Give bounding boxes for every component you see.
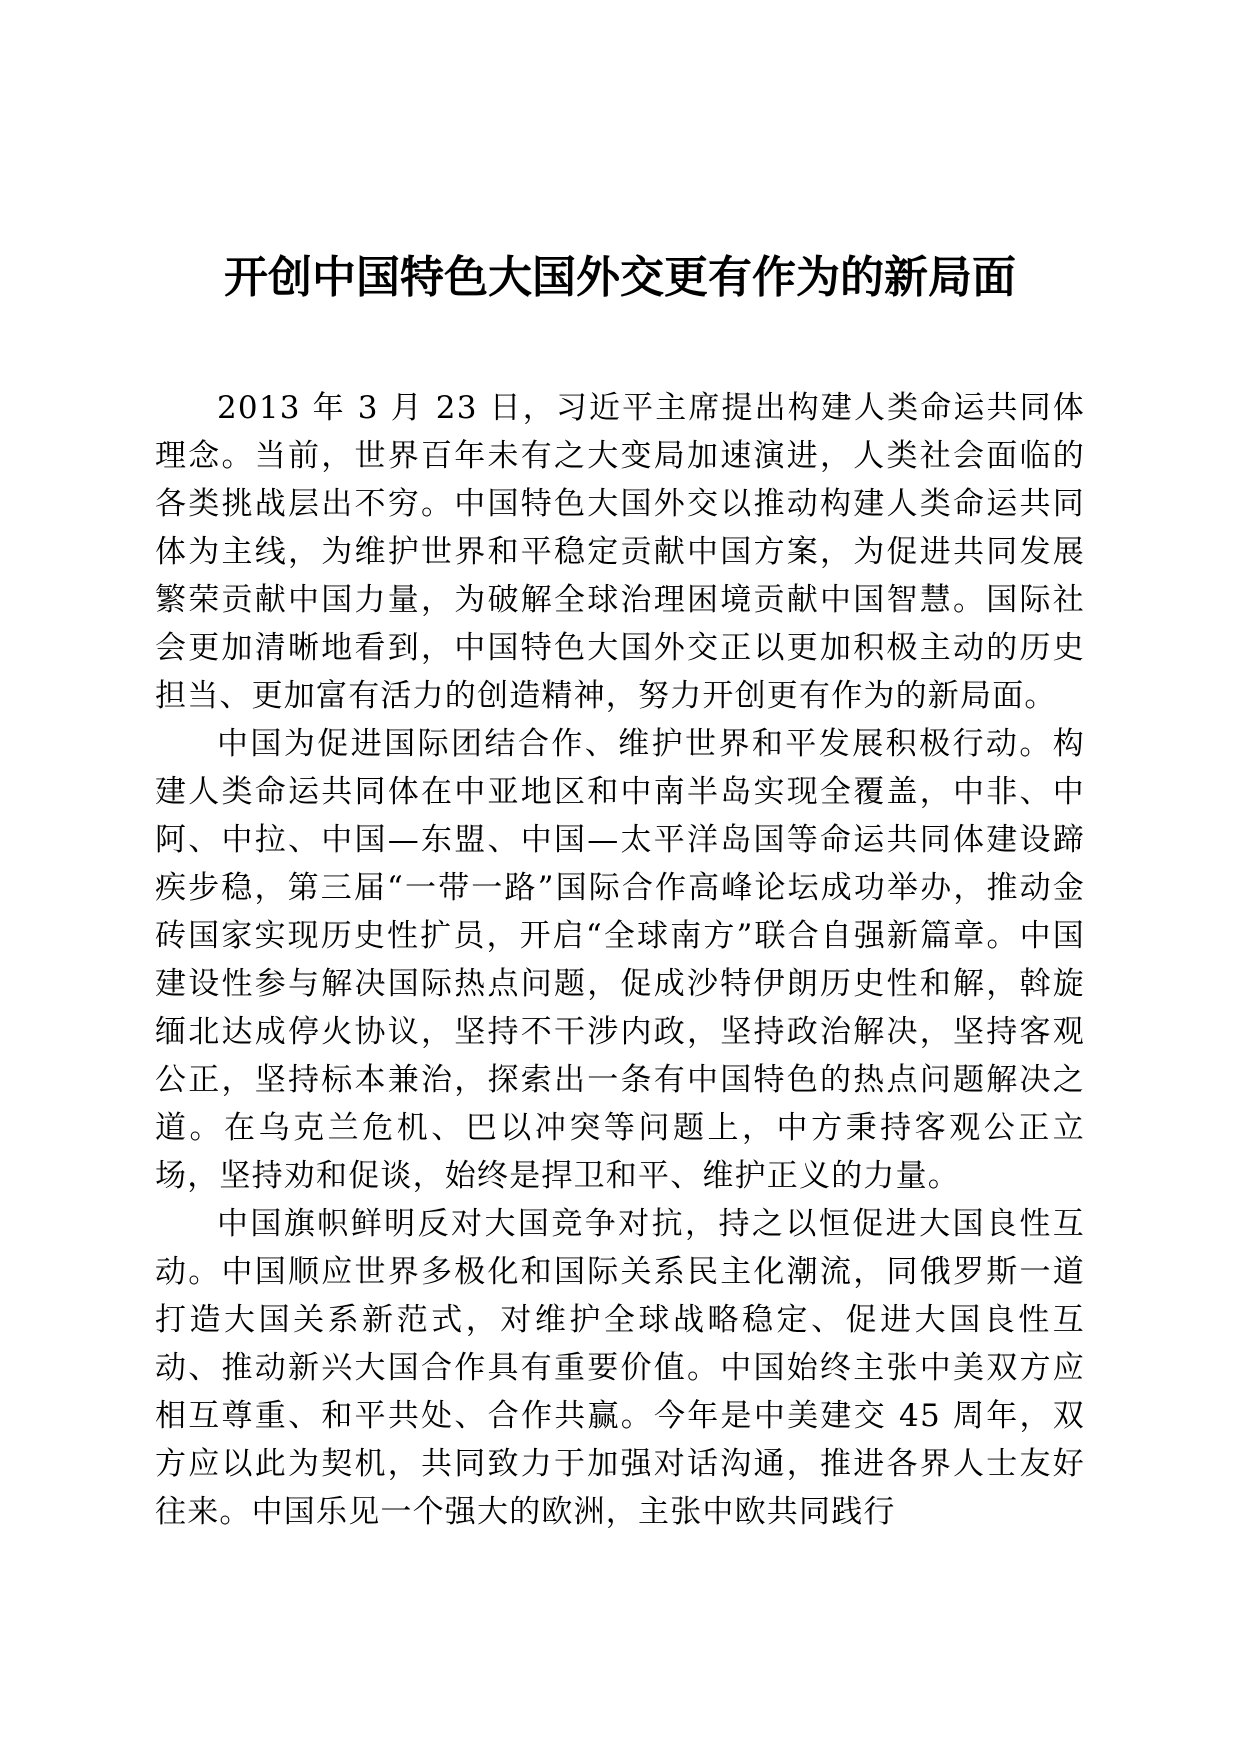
paragraph: 中国旗帜鲜明反对大国竞争对抗，持之以恒促进大国良性互动。中国顺应世界多极化和国际关系民主化潮流，同俄罗斯一道打造大国关系新范式，对维护全球战略稳定、促进大国良性互动、推动新兴大国合作具有重要价值。中国始终主张中美双方应相互尊重、和平共处、合作共赢。今年是中美建交 45 周年，双方应以此为契机，共同致力于加强对话沟通，推进各界人士友好往来。中国乐见一个强大的欧洲，主张中欧共同践行 (155, 1206, 1085, 1530)
document-body (155, 384, 1085, 1536)
document-title: 开创中国特色大国外交更有作为的新局面 (224, 252, 1016, 303)
paragraph: 2013 年 3 月 23 日，习近平主席提出构建人类命运共同体理念。当前，世界百年未有之大变局加速演进，人类社会面临的各类挑战层出不穷。中国特色大国外交以推动构建人类命运共同体为主线，为维护世界和平稳定贡献中国方案，为促进共同发展繁荣贡献中国力量，为破解全球治理困境贡献中国智慧。国际社会更加清晰地看到，中国特色大国外交正以更加积极主动的历史担当、更加富有活力的创造精神，努力开创更有作为的新局面。 (155, 390, 1085, 714)
paragraph: 中国为促进国际团结合作、维护世界和平发展积极行动。构建人类命运共同体在中亚地区和中南半岛实现全覆盖，中非、中阿、中拉、中国—东盟、中国—太平洋岛国等命运共同体建设蹄疾步稳，第三届“一带一路”国际合作高峰论坛成功举办，推动金砖国家实现历史性扩员，开启“全球南方”联合自强新篇章。中国建设性参与解决国际热点问题，促成沙特伊朗历史性和解，斡旋缅北达成停火协议，坚持不干涉内政，坚持政治解决，坚持客观公正，坚持标本兼治，探索出一条有中国特色的热点问题解决之道。在乌克兰危机、巴以冲突等问题上，中方秉持客观公正立场，坚持劝和促谈，始终是捍卫和平、维护正义的力量。 (155, 726, 1085, 1194)
